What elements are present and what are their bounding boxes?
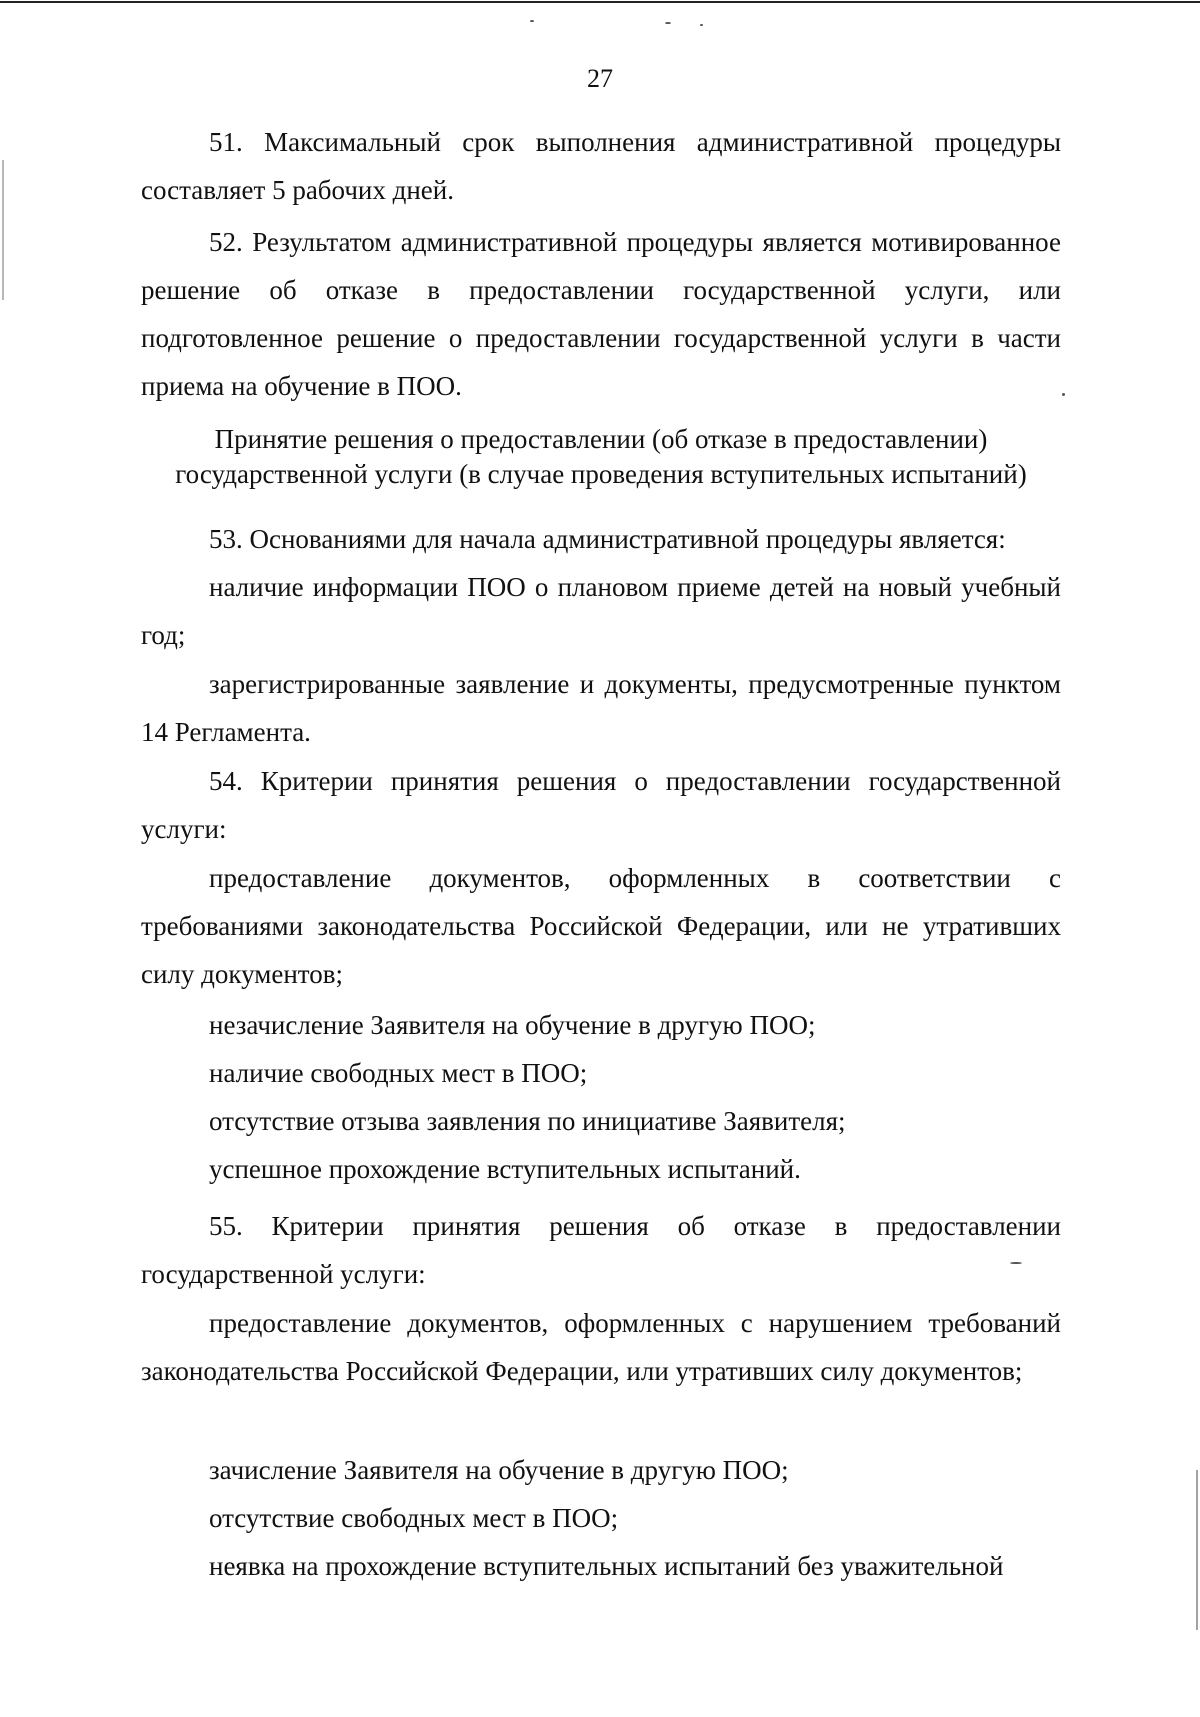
paragraph-55-item-1: предоставление документов, оформленных с нарушением требований законодательства Российской Федерации, или утративших силу документов;	[141, 1308, 1061, 1386]
paragraph-55-item-3: отсутствие свободных мест в ПОО;	[209, 1503, 619, 1533]
scan-edge-mark	[2, 160, 4, 300]
paragraph-54-item-1: предоставление документов, оформленных в соответствии с требованиями законодательства Российской Федерации, или не утративших силу документов;	[141, 863, 1061, 989]
paragraph-55-item-4: неявка на прохождение вступительных испытаний без уважительной	[209, 1551, 1004, 1581]
paragraph-53-item-1: наличие информации ПОО о плановом приеме детей на новый учебный год;	[141, 572, 1061, 650]
paragraph-51: 51. Максимальный срок выполнения административной процедуры составляет 5 рабочих дней.	[141, 127, 1061, 205]
scan-speck	[700, 24, 703, 26]
paragraph-55-item-2: зачисление Заявителя на обучение в другую ПОО;	[209, 1455, 789, 1485]
paragraph-55: 55. Критерии принятия решения об отказе в предоставлении государственной услуги:	[141, 1211, 1061, 1289]
paragraph-54-item-4: отсутствие отзыва заявления по инициативе Заявителя;	[209, 1106, 846, 1136]
paragraph-54-item-5: успешное прохождение вступительных испытаний.	[209, 1154, 801, 1184]
scan-edge-mark	[1196, 1470, 1198, 1630]
top-edge-line	[0, 1, 1200, 3]
paragraph-54: 54. Критерии принятия решения о предоставлении государственной услуги:	[141, 766, 1061, 844]
section-heading: Принятие решения о предоставлении (об отказе в предоставлении) государственной услуги (в случае проведения вступительных испытаний)	[175, 424, 1027, 489]
paragraph-54-item-2: незачисление Заявителя на обучение в другую ПОО;	[209, 1010, 816, 1040]
paragraph-52: 52. Результатом административной процедуры является мотивированное решение об отказе в предоставлении государственной услуги, или подготовленное решение о предоставлении государственной услуги в части приема на обучение в ПОО.	[141, 227, 1061, 401]
scan-speck	[530, 20, 534, 22]
paragraph-54-item-3: наличие свободных мест в ПОО;	[209, 1058, 588, 1088]
paragraph-53-item-2: зарегистрированные заявление и документы, предусмотренные пунктом 14 Регламента.	[141, 669, 1061, 747]
scan-speck	[665, 22, 671, 24]
scan-speck	[1010, 1262, 1022, 1264]
paragraph-53: 53. Основаниями для начала административной процедуры является:	[209, 524, 1006, 554]
scan-speck	[1062, 393, 1065, 396]
page-number: 27	[587, 64, 613, 93]
